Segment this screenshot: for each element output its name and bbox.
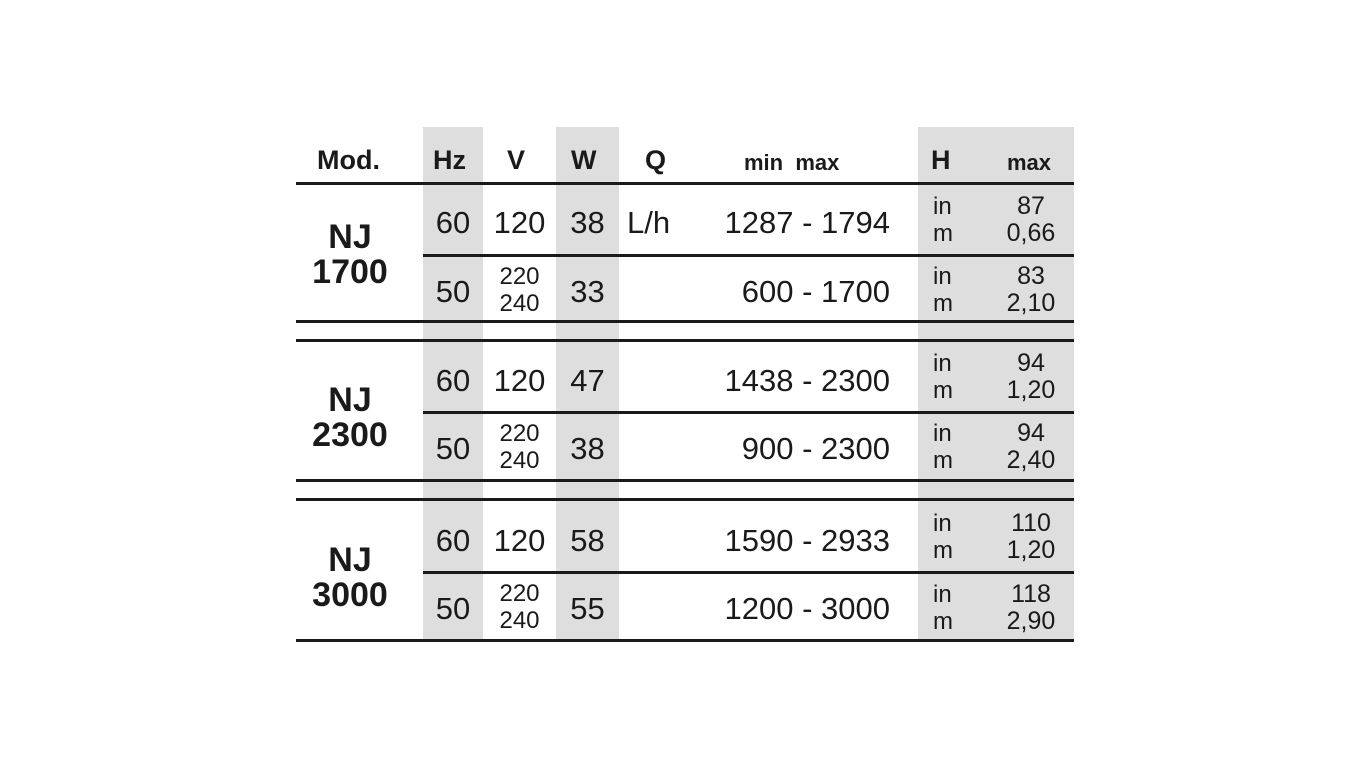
flow-range: 1590 - 2933 xyxy=(724,523,890,558)
flow-range: 1200 - 3000 xyxy=(724,591,890,626)
hz-value: 60 xyxy=(435,363,471,398)
head-max-values: 110 1,20 xyxy=(1006,509,1056,564)
voltage-value: 120 xyxy=(493,523,546,558)
watts-value: 33 xyxy=(570,274,605,309)
hz-value: 50 xyxy=(435,431,471,466)
voltage-values: 220 240 xyxy=(499,420,540,474)
header-head: H xyxy=(931,145,951,175)
model-name: NJ 1700 xyxy=(312,218,388,291)
flow-range: 900 - 2300 xyxy=(741,431,890,466)
header-watts: W xyxy=(571,145,597,175)
voltage-values: 220 240 xyxy=(499,263,540,317)
head-units: in m xyxy=(933,350,953,404)
voltage-value: 120 xyxy=(493,205,546,240)
group-divider-bottom xyxy=(296,320,1074,323)
head-max-values: 94 1,20 xyxy=(1006,349,1056,404)
flow-range: 1438 - 2300 xyxy=(724,363,890,398)
watts-value: 38 xyxy=(570,431,605,466)
group-divider-bottom xyxy=(296,479,1074,482)
group-divider-top xyxy=(296,498,1074,501)
head-units: in m xyxy=(933,510,953,564)
header-hz: Hz xyxy=(433,145,466,175)
hz-value: 60 xyxy=(435,523,471,558)
header-head-max: max xyxy=(1007,150,1052,175)
head-units: in m xyxy=(933,263,953,317)
model-name: NJ 3000 xyxy=(312,541,388,614)
watts-value: 47 xyxy=(570,363,605,398)
flow-range: 600 - 1700 xyxy=(741,274,890,309)
head-max-values: 87 0,66 xyxy=(1006,192,1056,247)
header-voltage: V xyxy=(507,145,526,175)
head-units: in m xyxy=(933,193,953,247)
voltage-values: 220 240 xyxy=(499,580,540,634)
table-bottom-rule xyxy=(296,639,1074,642)
head-units: in m xyxy=(933,420,953,474)
model-name: NJ 2300 xyxy=(312,381,388,454)
head-max-values: 83 2,10 xyxy=(1006,262,1056,317)
head-max-values: 118 2,90 xyxy=(1006,580,1056,635)
voltage-value: 120 xyxy=(493,363,546,398)
row-divider xyxy=(423,411,1074,414)
watts-value: 38 xyxy=(570,205,605,240)
flow-range: 1287 - 1794 xyxy=(724,205,890,240)
hz-value: 50 xyxy=(435,274,471,309)
head-units: in m xyxy=(933,581,953,635)
watts-value: 58 xyxy=(570,523,605,558)
row-divider xyxy=(423,254,1074,257)
group-divider-top xyxy=(296,339,1074,342)
header-model: Mod. xyxy=(317,145,380,175)
row-divider xyxy=(423,571,1074,574)
header-flow-range: min max xyxy=(744,150,840,175)
watts-value: 55 xyxy=(570,591,605,626)
header-divider xyxy=(296,182,1074,185)
header-flow: Q xyxy=(645,145,667,175)
hz-value: 60 xyxy=(435,205,471,240)
flow-unit: L/h xyxy=(627,205,671,240)
hz-value: 50 xyxy=(435,591,471,626)
head-max-values: 94 2,40 xyxy=(1006,419,1056,474)
